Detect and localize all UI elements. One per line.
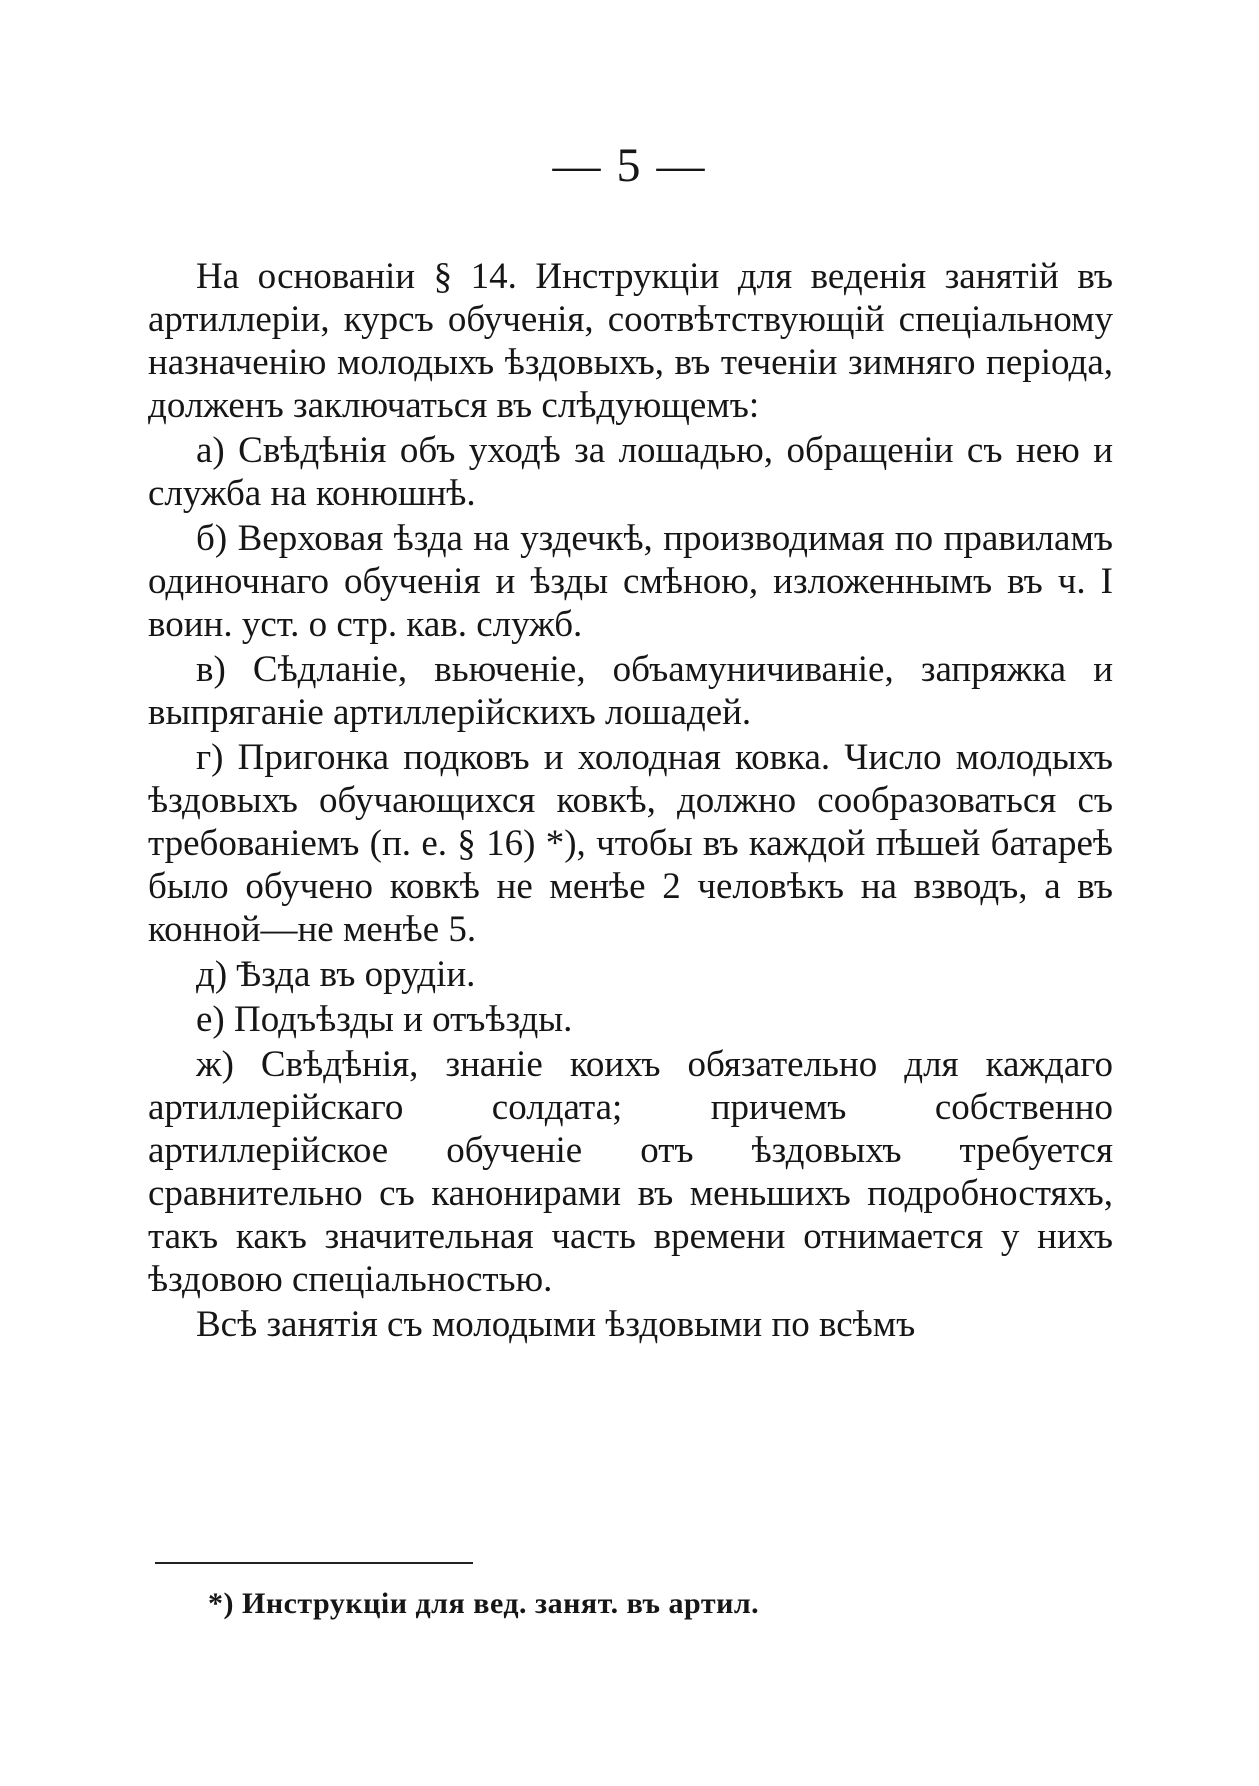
list-item: а) Свѣдѣнія объ уходѣ за лошадью, обращеніи съ нею и служба на конюшнѣ. (148, 430, 1113, 514)
list-item: е) Подъѣзды и отъѣзды. (196, 999, 573, 1040)
continuation-paragraph: Всѣ занятія съ молодыми ѣздовыми по всѣмъ (196, 1304, 916, 1345)
main-text (148, 255, 1113, 1348)
footnote: *) Инструкціи для вед. занят. въ артил. (208, 1587, 760, 1620)
page-number: — 5 — (552, 139, 707, 192)
intro-paragraph: На основаніи § 14. Инструкціи для веденія занятій въ артиллеріи, курсъ обученія, соотвѣтствующій спеціальному назначенію молодыхъ ѣздовыхъ, въ теченіи зимняго періода, долженъ заключаться въ слѣдующемъ: (148, 256, 1113, 426)
list-item: г) Пригонка подковъ и холодная ковка. Число молодыхъ ѣздовыхъ обучающихся ковкѣ, должно сообразоваться съ требованіемъ (п. е. § 16) *), чтобы въ каждой пѣшей батареѣ было обучено ковкѣ не менѣе 2 человѣкъ на взводъ, а въ конной—не менѣе 5. (148, 737, 1113, 950)
list-item: ж) Свѣдѣнія, знаніе коихъ обязательно для каждаго артиллерійскаго солдата; причемъ собственно артиллерійское обученіе отъ ѣздовыхъ требуется сравнительно съ канонирами въ меньшихъ подробностяхъ, такъ какъ значительная часть времени отнимается у нихъ ѣздовою спеціальностью. (148, 1044, 1113, 1300)
list-item: в) Сѣдланіе, вьюченіе, объамуничиваніе, запряжка и выпряганіе артиллерійскихъ лошадей. (148, 649, 1113, 733)
footnote-divider (155, 1562, 473, 1564)
list-item: д) Ѣзда въ орудіи. (196, 954, 476, 995)
list-item: б) Верховая ѣзда на уздечкѣ, производимая по правиламъ одиночнаго обученія и ѣзды смѣною, изложеннымъ въ ч. I воин. уст. о стр. кав. служб. (148, 518, 1113, 645)
